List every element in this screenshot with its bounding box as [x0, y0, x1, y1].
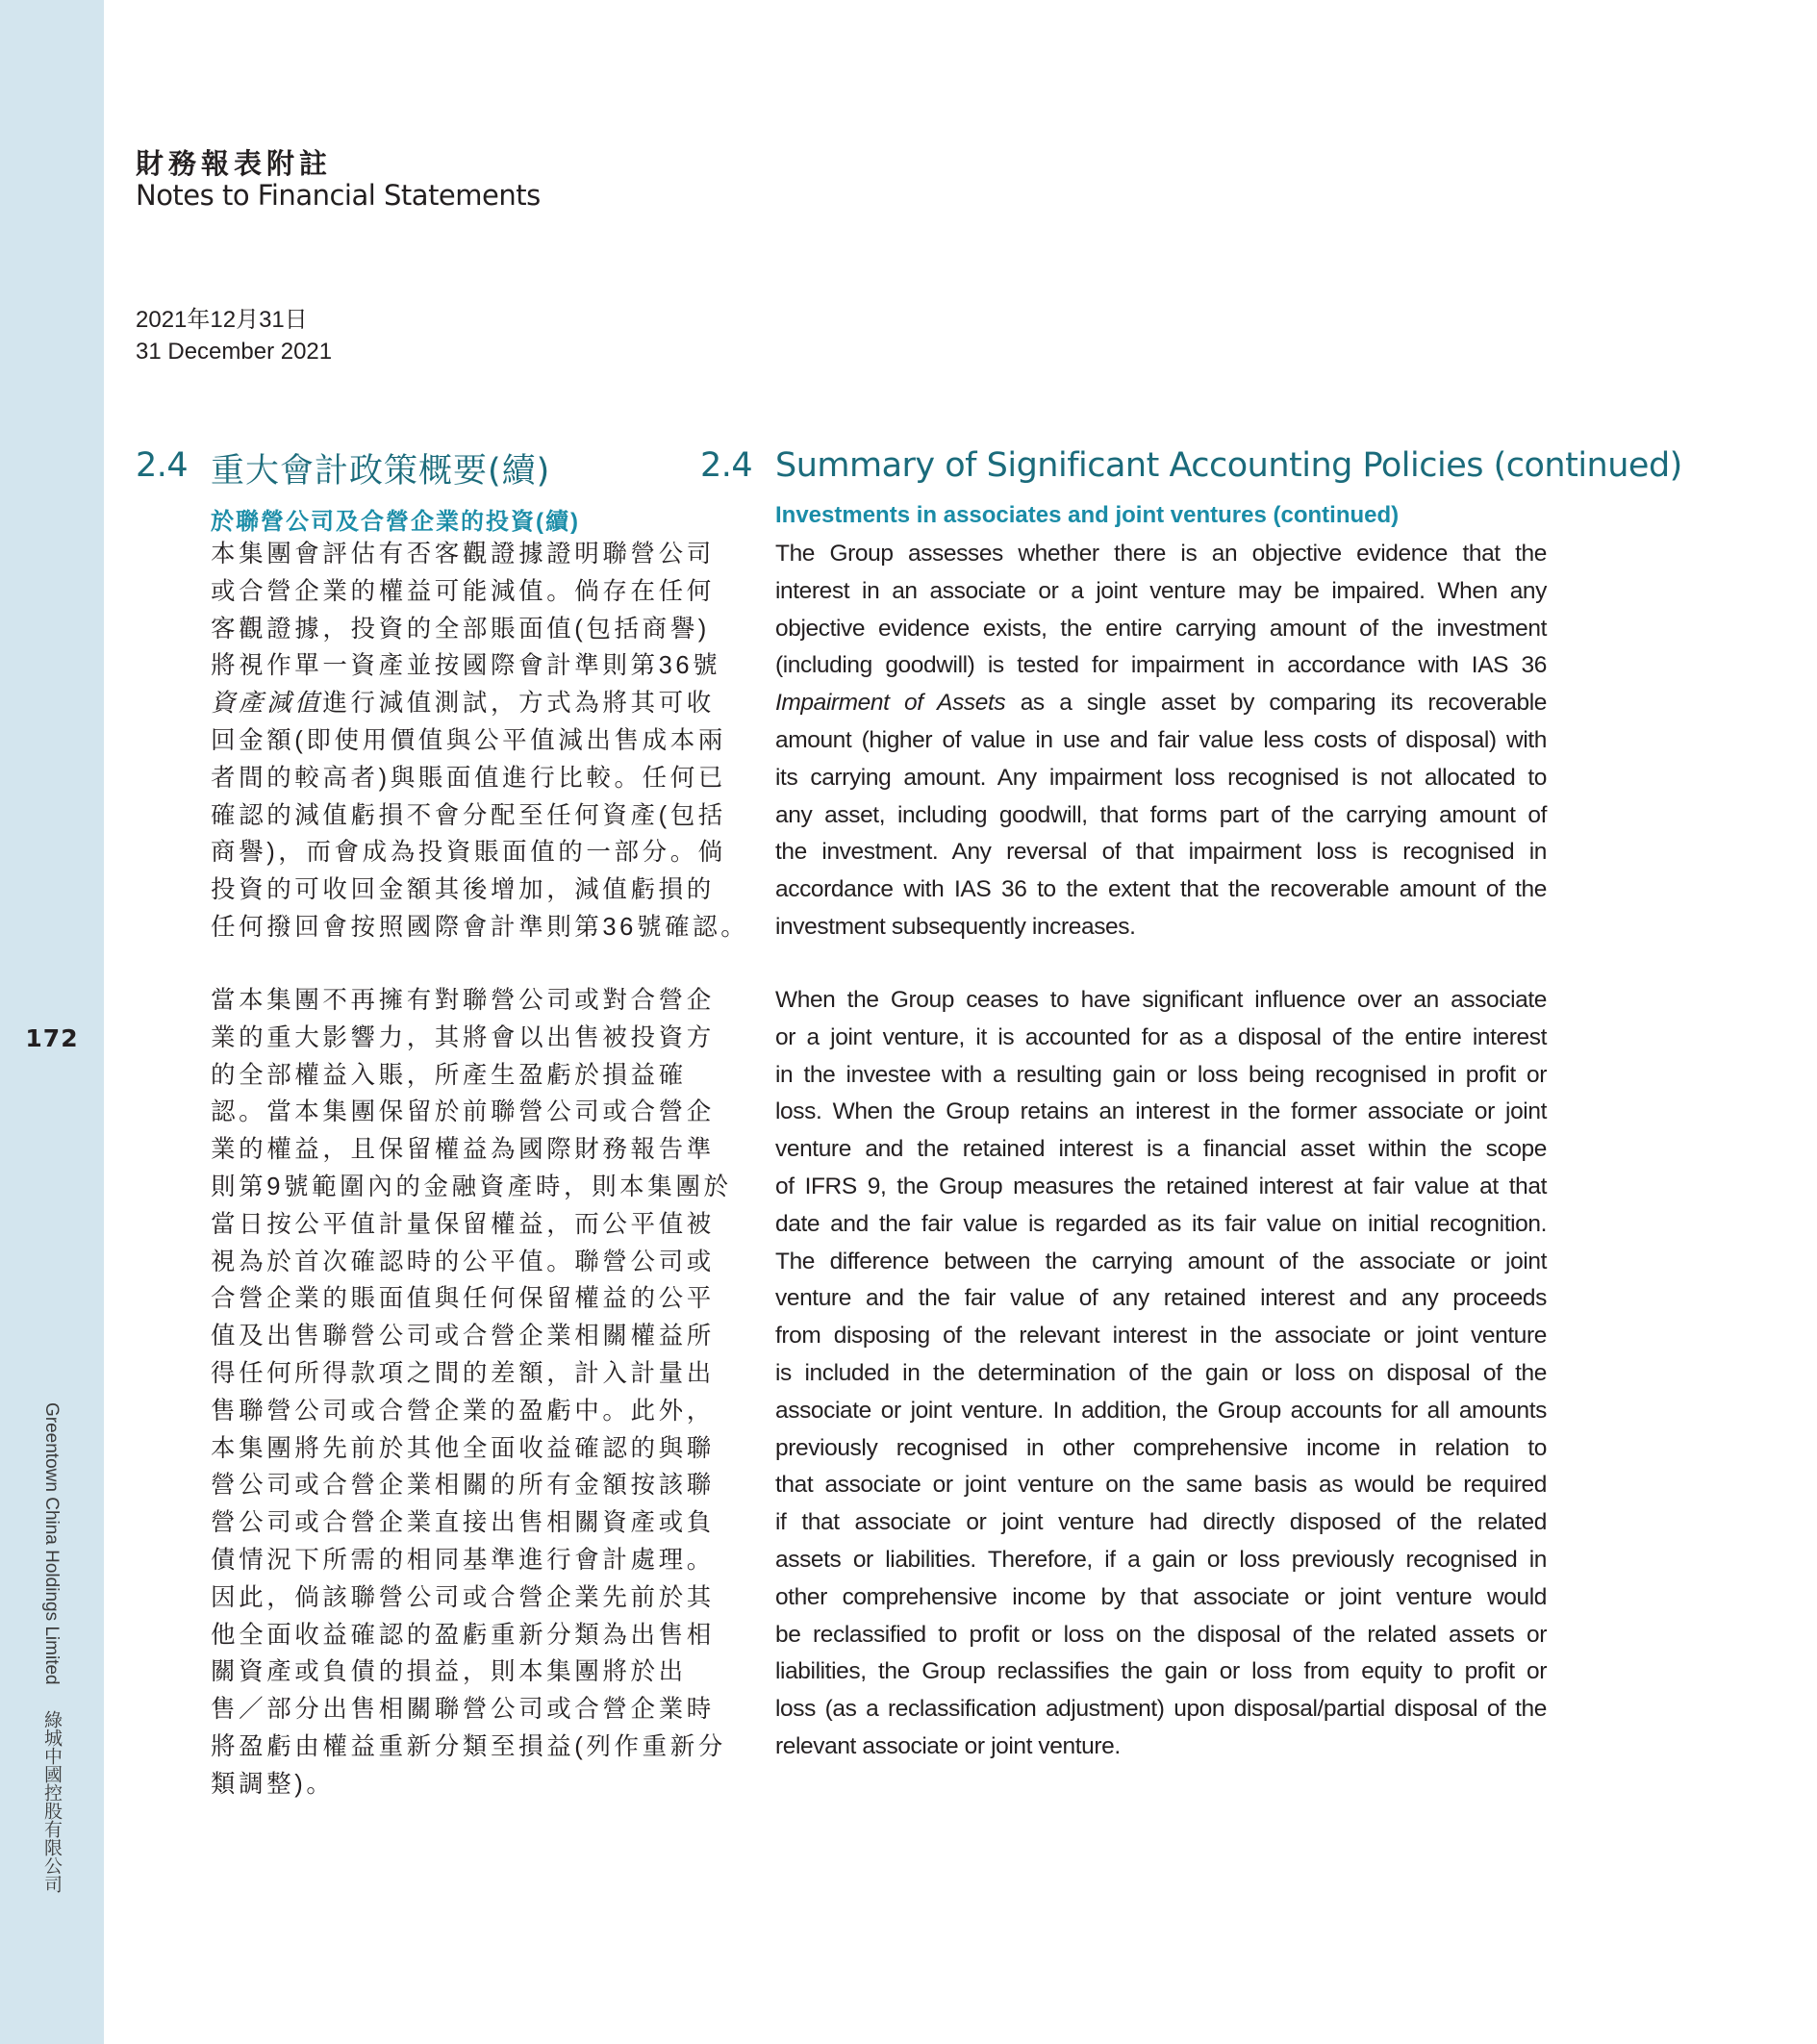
- text-line: 業的重大影響力，其將會以出售被投資方: [211, 1023, 715, 1051]
- text-line: 回金額(即使用價值與公平值減出售成本兩: [211, 726, 726, 754]
- text-line: date and the fair value is regarded as its fair value on initial recognition.: [775, 1210, 1547, 1237]
- text-line: objective evidence exists, the entire carrying amount of the investment: [775, 615, 1547, 642]
- text-line: 則第9號範圍內的金融資產時，則本集團於: [211, 1173, 732, 1200]
- text-line: associate or joint venture. In addition, the Group accounts for all amounts: [775, 1397, 1547, 1424]
- text-line: 當本集團不再擁有對聯營公司或對合營企: [211, 987, 715, 1014]
- header-title-zh: 財務報表附註: [136, 147, 333, 180]
- zh-paragraph-2: [211, 982, 732, 1804]
- text-line: 業的權益，且保留權益為國際財務報告準: [211, 1136, 715, 1164]
- text-line: 者間的較高者)與賬面值進行比較。任何已: [211, 764, 726, 792]
- text-line: is included in the determination of the gain or loss on disposal of the: [775, 1359, 1547, 1386]
- date-zh: 2021年12月31日: [136, 307, 308, 333]
- text-line: The Group assesses whether there is an objective evidence that the: [775, 541, 1547, 567]
- section-number-zh: 2.4: [136, 446, 189, 485]
- text-line: 客觀證據，投資的全部賬面值(包括商譽): [211, 615, 710, 643]
- text-line: 的全部權益入賬，所產生盈虧於損益確: [211, 1061, 687, 1089]
- zh-paragraph-1: [211, 536, 749, 946]
- text-line: Impairment of Assets as a single asset by comparing its recoverable: [775, 690, 1547, 717]
- text-line: relevant associate or joint venture.: [775, 1732, 1121, 1759]
- text-line: investment subsequently increases.: [775, 913, 1136, 940]
- text-line: 本集團會評估有否客觀證據證明聯營公司: [211, 541, 715, 568]
- text-line: that associate or joint venture on the same basis as would be required: [775, 1472, 1547, 1499]
- text-line: of IFRS 9, the Group measures the retained interest at fair value at that: [775, 1173, 1547, 1199]
- text-line: venture and the retained interest is a financial asset within the scope: [775, 1136, 1547, 1163]
- text-line: 商譽)，而會成為投資賬面值的一部分。倘: [211, 839, 726, 867]
- en-paragraph-1: [775, 536, 1547, 946]
- page-number: 172: [25, 1024, 79, 1052]
- text-line: its carrying amount. Any impairment loss recognised is not allocated to: [775, 764, 1547, 791]
- text-line: When the Group ceases to have significant influence over an associate: [775, 987, 1547, 1013]
- text-line: 投資的可收回金額其後增加，減值虧損的: [211, 876, 715, 904]
- text-line: from disposing of the relevant interest in the associate or joint venture: [775, 1323, 1547, 1350]
- text-line: 將視作單一資產並按國際會計準則第36號: [211, 652, 721, 680]
- text-line: 將盈虧由權益重新分類至損益(列作重新分: [211, 1732, 726, 1760]
- en-paragraph-2: [775, 982, 1547, 1766]
- text-line: 視為於首次確認時的公平值。聯營公司或: [211, 1248, 715, 1275]
- text-line: interest in an associate or a joint venture may be impaired. When any: [775, 577, 1547, 604]
- text-line: other comprehensive income by that associate or joint venture would: [775, 1583, 1547, 1610]
- text-line: The difference between the carrying amount of the associate or joint: [775, 1248, 1547, 1274]
- text-line: amount (higher of value in use and fair value less costs of disposal) with: [775, 726, 1547, 753]
- header-title-en: Notes to Financial Statements: [136, 179, 541, 212]
- italic-title: Impairment of Assets: [775, 690, 1006, 717]
- text-line: accordance with IAS 36 to the extent that the recoverable amount of the: [775, 876, 1547, 903]
- company-name-zh: 綠城中國控股有限公司: [41, 1709, 62, 1893]
- text-line: 或合營企業的權益可能減值。倘存在任何: [211, 577, 715, 605]
- section-title-en: Summary of Significant Accounting Policies (continued): [775, 446, 1682, 485]
- text-line: 售／部分出售相關聯營公司或合營企業時: [211, 1696, 715, 1724]
- text-line: any asset, including goodwill, that forms part of the carrying amount of: [775, 801, 1547, 828]
- text-line: 本集團將先前於其他全面收益確認的與聯: [211, 1434, 715, 1462]
- text-line: in the investee with a resulting gain or loss being recognised in profit or: [775, 1061, 1547, 1088]
- text-line: or a joint venture, it is accounted for as a disposal of the entire interest: [775, 1023, 1547, 1050]
- text-line: 得任何所得款項之間的差額，計入計量出: [211, 1359, 715, 1387]
- date-en: 31 December 2021: [136, 339, 333, 365]
- text-line: loss (as a reclassification adjustment) upon disposal/partial disposal of the: [775, 1696, 1547, 1723]
- section-title-zh: 重大會計政策概要(續): [211, 452, 551, 491]
- company-name-en: Greentown China Holdings Limited: [41, 1402, 62, 1685]
- text-line: previously recognised in other comprehensive income in relation to: [775, 1434, 1547, 1461]
- text-line: 因此，倘該聯營公司或合營企業先前於其: [211, 1583, 715, 1611]
- italic-title: 資產減值: [211, 690, 323, 718]
- text-line: 營公司或合營企業直接出售相關資產或負: [211, 1509, 715, 1537]
- text-line: (including goodwill) is tested for impairment in accordance with IAS 36: [775, 652, 1547, 679]
- text-line: the investment. Any reversal of that impairment loss is recognised in: [775, 839, 1547, 866]
- text-line: 認。當本集團保留於前聯營公司或合營企: [211, 1098, 715, 1126]
- text-line: 債情況下所需的相同基準進行會計處理。: [211, 1546, 715, 1574]
- text-line: be reclassified to profit or loss on the disposal of the related assets or: [775, 1621, 1547, 1648]
- text-line: venture and the fair value of any retained interest and any proceeds: [775, 1285, 1547, 1312]
- subheading-zh: 於聯營公司及合營企業的投資(續): [211, 509, 580, 535]
- company-name-vertical: [38, 1402, 64, 1893]
- text-line: 類調整)。: [211, 1770, 335, 1798]
- text-line: 營公司或合營企業相關的所有金額按該聯: [211, 1472, 715, 1500]
- section-number-en: 2.4: [700, 446, 753, 485]
- text-line: liabilities, the Group reclassifies the gain or loss from equity to profit or: [775, 1658, 1547, 1685]
- text-line: if that associate or joint venture had directly disposed of the related: [775, 1509, 1547, 1536]
- subheading-en: Investments in associates and joint ventures (continued): [775, 502, 1400, 528]
- text-line: 關資產或負債的損益，則本集團將於出: [211, 1658, 687, 1686]
- text-line: 售聯營公司或合營企業的盈虧中。此外，: [211, 1397, 715, 1425]
- text-line: 資產減值進行減值測試，方式為將其可收: [211, 690, 715, 718]
- text-line: 他全面收益確認的盈虧重新分類為出售相: [211, 1621, 715, 1649]
- text-line: assets or liabilities. Therefore, if a gain or loss previously recognised in: [775, 1546, 1547, 1573]
- text-line: 合營企業的賬面值與任何保留權益的公平: [211, 1285, 715, 1313]
- text-line: 確認的減值虧損不會分配至任何資產(包括: [211, 801, 726, 829]
- text-line: 任何撥回會按照國際會計準則第36號確認。: [211, 913, 749, 941]
- text-line: loss. When the Group retains an interest in the former associate or joint: [775, 1098, 1547, 1125]
- text-line: 值及出售聯營公司或合營企業相關權益所: [211, 1323, 715, 1350]
- text-line: 當日按公平值計量保留權益，而公平值被: [211, 1210, 715, 1238]
